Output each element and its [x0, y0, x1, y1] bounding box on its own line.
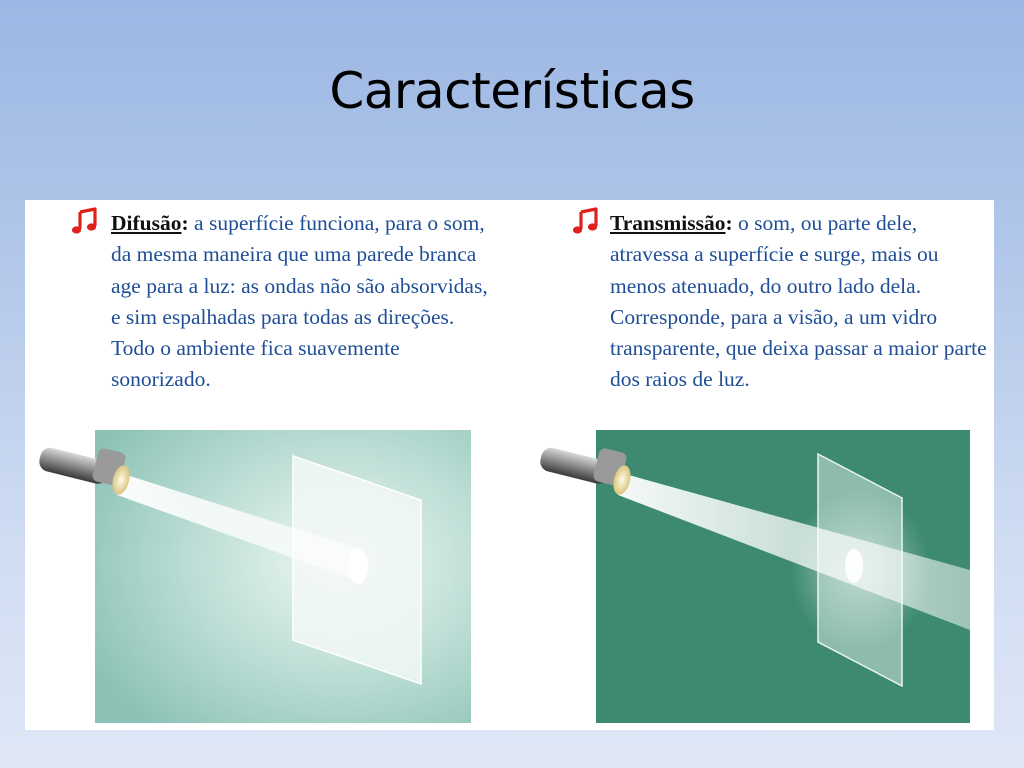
difusao-term: Difusão — [111, 211, 182, 235]
flashlight-icon — [37, 446, 132, 497]
transmissao-illustration — [510, 420, 994, 730]
music-note-icon — [570, 206, 600, 236]
slide-title: Características — [329, 62, 695, 120]
transmissao-description — [610, 208, 994, 396]
content-image-area — [25, 200, 994, 730]
transmissao-term: Transmissão — [610, 211, 726, 235]
transmissao-text: o som, ou parte dele, atravessa a superfície e surge, mais ou menos atenuado, do outro lado dela. Corresponde, para a visão, a um vidro transparente, que deixa passar a maior parte dos raios de luz. — [610, 211, 987, 392]
panel-transmissao — [510, 200, 994, 730]
difusao-colon: : — [181, 211, 189, 235]
transmissao-colon: : — [725, 211, 733, 235]
difusao-text: a superfície funciona, para o som, da mesma maneira que uma parede branca age para a luz: as ondas não são absorvidas, e sim espalhadas para todas as direções. Todo o ambiente fica suavemente sonorizado. — [111, 211, 488, 392]
panel-difusao — [25, 200, 509, 730]
flashlight-icon — [538, 446, 633, 497]
difusao-illustration — [25, 420, 509, 730]
difusao-description — [111, 208, 501, 396]
music-note-icon — [69, 206, 99, 236]
